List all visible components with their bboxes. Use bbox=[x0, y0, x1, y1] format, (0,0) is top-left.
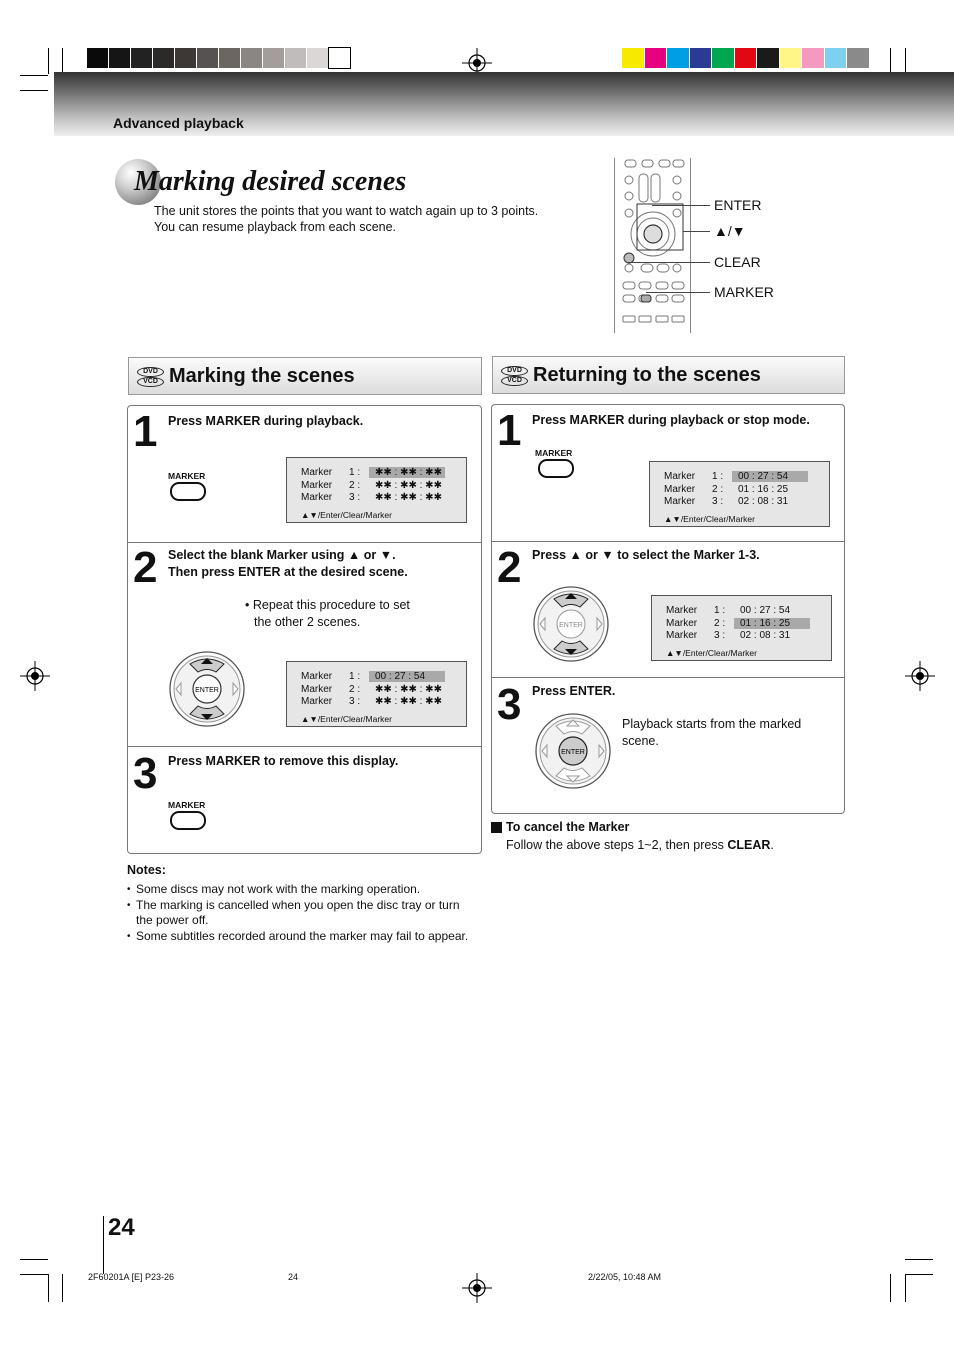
dvd-vcd-icon: DVD VCD bbox=[137, 367, 164, 387]
marker-osd-display: Marker 1 : 00 : 27 : 54 Marker 2 : ✱✱ : ✱✱ : ✱✱ Marker 3 : ✱✱ : ✱✱ : ✱✱ ▲▼/Enter/Clear/Marker bbox=[286, 661, 467, 727]
page-title: Marking desired scenes bbox=[134, 166, 407, 197]
enter-dpad-icon bbox=[534, 712, 612, 790]
arrows-leader-line bbox=[683, 231, 710, 232]
marker-leader-line bbox=[646, 292, 710, 293]
enter-dpad-icon bbox=[532, 585, 610, 663]
marker-button-icon bbox=[170, 811, 206, 830]
marker-osd-display: Marker 1 : ✱✱ : ✱✱ : ✱✱ Marker 2 : ✱✱ : ✱✱ : ✱✱ Marker 3 : ✱✱ : ✱✱ : ✱✱ ▲▼/Enter/Clear/Marker bbox=[286, 457, 467, 523]
page-number: 24 bbox=[108, 1214, 135, 1241]
step-instruction: Press MARKER during playback. bbox=[168, 414, 364, 428]
step-number: 3 bbox=[497, 680, 522, 729]
color-swatch bbox=[153, 48, 174, 68]
svg-text:ENTER: ENTER bbox=[195, 687, 219, 694]
marker-button-icon bbox=[538, 459, 574, 478]
step-divider bbox=[128, 542, 481, 543]
color-swatch bbox=[219, 48, 240, 68]
color-swatch bbox=[285, 48, 306, 68]
marker-button-label: MARKER bbox=[535, 448, 573, 458]
color-swatch bbox=[667, 48, 689, 68]
marking-section-title: Marking the scenes bbox=[169, 365, 355, 387]
note-item: • Some subtitles recorded around the marker may fail to appear. bbox=[127, 929, 469, 945]
marker-button-icon bbox=[170, 482, 206, 501]
cancel-instruction: Follow the above steps 1~2, then press CLEAR. bbox=[506, 838, 774, 852]
color-swatch bbox=[757, 48, 779, 68]
enter-dpad-icon bbox=[168, 650, 246, 728]
step-instruction: Press MARKER during playback or stop mode. bbox=[532, 413, 810, 427]
step-instruction: Press ▲ or ▼ to select the Marker 1-3. bbox=[532, 548, 760, 562]
color-swatch bbox=[802, 48, 824, 68]
color-swatch bbox=[735, 48, 757, 68]
marker-osd-display: Marker 1 : 00 : 27 : 54 Marker 2 : 01 : 16 : 25 Marker 3 : 02 : 08 : 31 ▲▼/Enter/Clear/Marker bbox=[649, 461, 830, 527]
registration-mark-left bbox=[20, 661, 50, 691]
step-divider bbox=[492, 677, 844, 678]
step-note: • Repeat this procedure to set the other 2 scenes. bbox=[245, 598, 410, 629]
step-number: 3 bbox=[133, 749, 158, 798]
arrows-callout: ▲/▼ bbox=[714, 223, 746, 239]
page-number-rule bbox=[103, 1216, 104, 1274]
color-swatch bbox=[825, 48, 847, 68]
color-swatch bbox=[780, 48, 802, 68]
svg-text:ENTER: ENTER bbox=[561, 749, 585, 756]
notes-title: Notes: bbox=[127, 863, 166, 877]
step-description: Playback starts from the marked scene. bbox=[622, 717, 802, 748]
color-swatch bbox=[263, 48, 284, 68]
color-swatch bbox=[307, 48, 328, 68]
remote-icon bbox=[615, 158, 691, 333]
returning-section-title: Returning to the scenes bbox=[533, 364, 761, 386]
step-divider bbox=[492, 541, 844, 542]
step-divider bbox=[128, 746, 481, 747]
color-swatch bbox=[175, 48, 196, 68]
clear-callout: CLEAR bbox=[714, 254, 761, 270]
color-swatch bbox=[87, 48, 108, 68]
clear-leader-line bbox=[628, 262, 710, 263]
marker-osd-display: Marker 1 : 00 : 27 : 54 Marker 2 : 01 : 16 : 25 Marker 3 : 02 : 08 : 31 ▲▼/Enter/Clear/Marker bbox=[651, 595, 832, 661]
color-swatch bbox=[645, 48, 667, 68]
color-swatch bbox=[329, 48, 350, 68]
color-swatch bbox=[241, 48, 262, 68]
marker-button-label: MARKER bbox=[168, 800, 206, 810]
marker-button-label: MARKER bbox=[168, 471, 206, 481]
svg-text:ENTER: ENTER bbox=[559, 622, 583, 629]
dvd-vcd-icon: DVD VCD bbox=[501, 366, 528, 386]
remote-control-illustration bbox=[614, 158, 691, 333]
cancel-title: To cancel the Marker bbox=[506, 820, 630, 834]
color-swatch bbox=[690, 48, 712, 68]
registration-mark-bottom bbox=[462, 1273, 492, 1303]
step-instruction: Press ENTER. bbox=[532, 684, 616, 698]
step-instruction: Press MARKER to remove this display. bbox=[168, 754, 399, 768]
note-item: • The marking is cancelled when you open the disc tray or turn the power off. bbox=[127, 898, 469, 929]
footer-file-ref: 2F60201A [E] P23-26 bbox=[88, 1272, 175, 1282]
step-number: 2 bbox=[133, 543, 158, 592]
section-label: Advanced playback bbox=[113, 115, 244, 131]
step-instruction: Select the blank Marker using ▲ or ▼. Then press ENTER at the desired scene. bbox=[168, 548, 408, 579]
color-swatch bbox=[622, 48, 644, 68]
step-number: 1 bbox=[133, 407, 158, 456]
color-swatch bbox=[847, 48, 869, 68]
enter-leader-line bbox=[652, 205, 710, 206]
step-number: 2 bbox=[497, 543, 522, 592]
step-number: 1 bbox=[497, 406, 522, 455]
marker-callout: MARKER bbox=[714, 284, 774, 300]
color-swatch bbox=[109, 48, 130, 68]
registration-mark-right bbox=[905, 661, 935, 691]
enter-callout: ENTER bbox=[714, 197, 762, 213]
footer-timestamp: 2/22/05, 10:48 AM bbox=[588, 1272, 662, 1282]
intro-text: The unit stores the points that you want to watch again up to 3 points. You can resume playback from each scene. bbox=[154, 204, 539, 234]
square-bullet-icon bbox=[491, 822, 502, 833]
marking-section-header bbox=[128, 357, 482, 395]
footer-page: 24 bbox=[288, 1272, 299, 1282]
note-item: • Some discs may not work with the marking operation. bbox=[127, 882, 469, 898]
color-swatch bbox=[712, 48, 734, 68]
returning-section-header bbox=[492, 356, 845, 394]
color-swatch bbox=[131, 48, 152, 68]
color-swatch bbox=[197, 48, 218, 68]
notes-list bbox=[127, 882, 469, 944]
